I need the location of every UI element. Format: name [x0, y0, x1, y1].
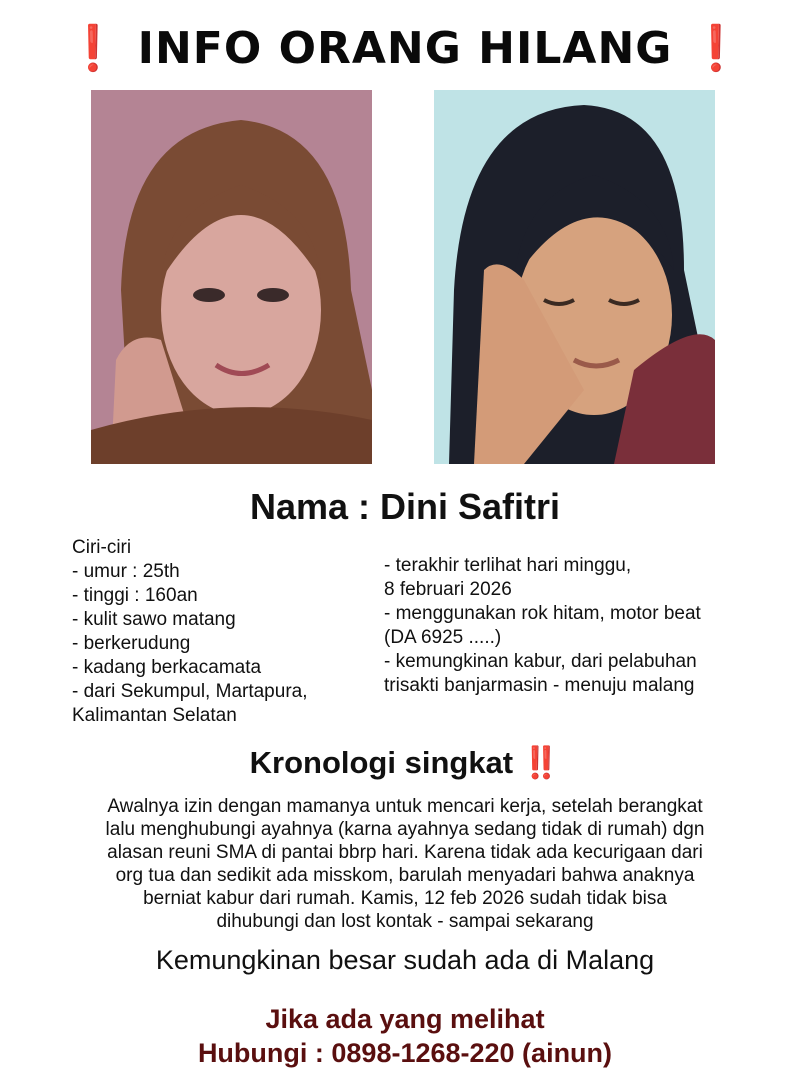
- characteristic-line: - dari Sekumpul, Martapura,: [72, 681, 308, 702]
- contact-intro: Jika ada yang melihat: [265, 1004, 545, 1034]
- contact-phone: Hubungi : 0898-1268-220 (ainun): [197, 1038, 613, 1068]
- portrait-left-image: [91, 90, 372, 464]
- detail-line: - terakhir terlihat hari minggu,: [384, 555, 632, 576]
- detail-line: (DA 6925 .....): [384, 627, 502, 648]
- photo-left: [91, 90, 372, 464]
- characteristic-line: - tinggi : 160an: [72, 585, 198, 606]
- missing-person-name: Nama : Dini Safitri: [249, 486, 561, 527]
- chronology-paragraph: [40, 795, 770, 933]
- last-seen-details: [384, 554, 784, 698]
- characteristics-list: [72, 536, 372, 728]
- detail-line: - menggunakan rok hitam, motor beat: [384, 603, 701, 624]
- detail-line: - kemungkinan kabur, dari pelabuhan: [384, 651, 697, 672]
- detail-line: trisakti banjarmasin - menuju malang: [384, 675, 695, 696]
- title-text: INFO ORANG HILANG: [137, 23, 673, 74]
- paragraph-line: Awalnya izin dengan mamanya untuk mencari kerja, setelah berangkat: [107, 796, 703, 817]
- detail-line: 8 februari 2026: [384, 579, 512, 600]
- portrait-right-image: [434, 90, 715, 464]
- paragraph-line: lalu menghubungi ayahnya (karna ayahnya sedang tidak di rumah) dgn: [105, 819, 705, 840]
- characteristic-line: - kulit sawo matang: [72, 609, 236, 630]
- paragraph-line: alasan reuni SMA di pantai bbrp hari. Karena tidak ada kecurigaan dari: [107, 842, 703, 863]
- characteristic-line: Kalimantan Selatan: [72, 705, 237, 726]
- paragraph-line: org tua dan sedikit ada misskom, barulah menyadari bahwa anaknya: [115, 865, 695, 886]
- characteristic-line: - berkerudung: [72, 633, 191, 654]
- poster-title: [0, 22, 810, 74]
- kronologi-heading: [0, 744, 810, 781]
- characteristic-line: - umur : 25th: [72, 561, 180, 582]
- probable-location: Kemungkinan besar sudah ada di Malang: [155, 945, 655, 975]
- photo-right: [434, 90, 715, 464]
- double-exclamation-icon: ‼️: [521, 745, 561, 780]
- paragraph-line: berniat kabur dari rumah. Kamis, 12 feb 2026 sudah tidak bisa: [143, 888, 667, 909]
- exclamation-icon: ❗: [688, 23, 745, 74]
- kronologi-title: Kronologi singkat: [249, 745, 514, 780]
- exclamation-icon: ❗: [65, 23, 122, 74]
- characteristic-line: - kadang berkacamata: [72, 657, 262, 678]
- paragraph-line: dihubungi dan lost kontak - sampai sekarang: [216, 911, 594, 932]
- characteristic-line: Ciri-ciri: [72, 537, 132, 558]
